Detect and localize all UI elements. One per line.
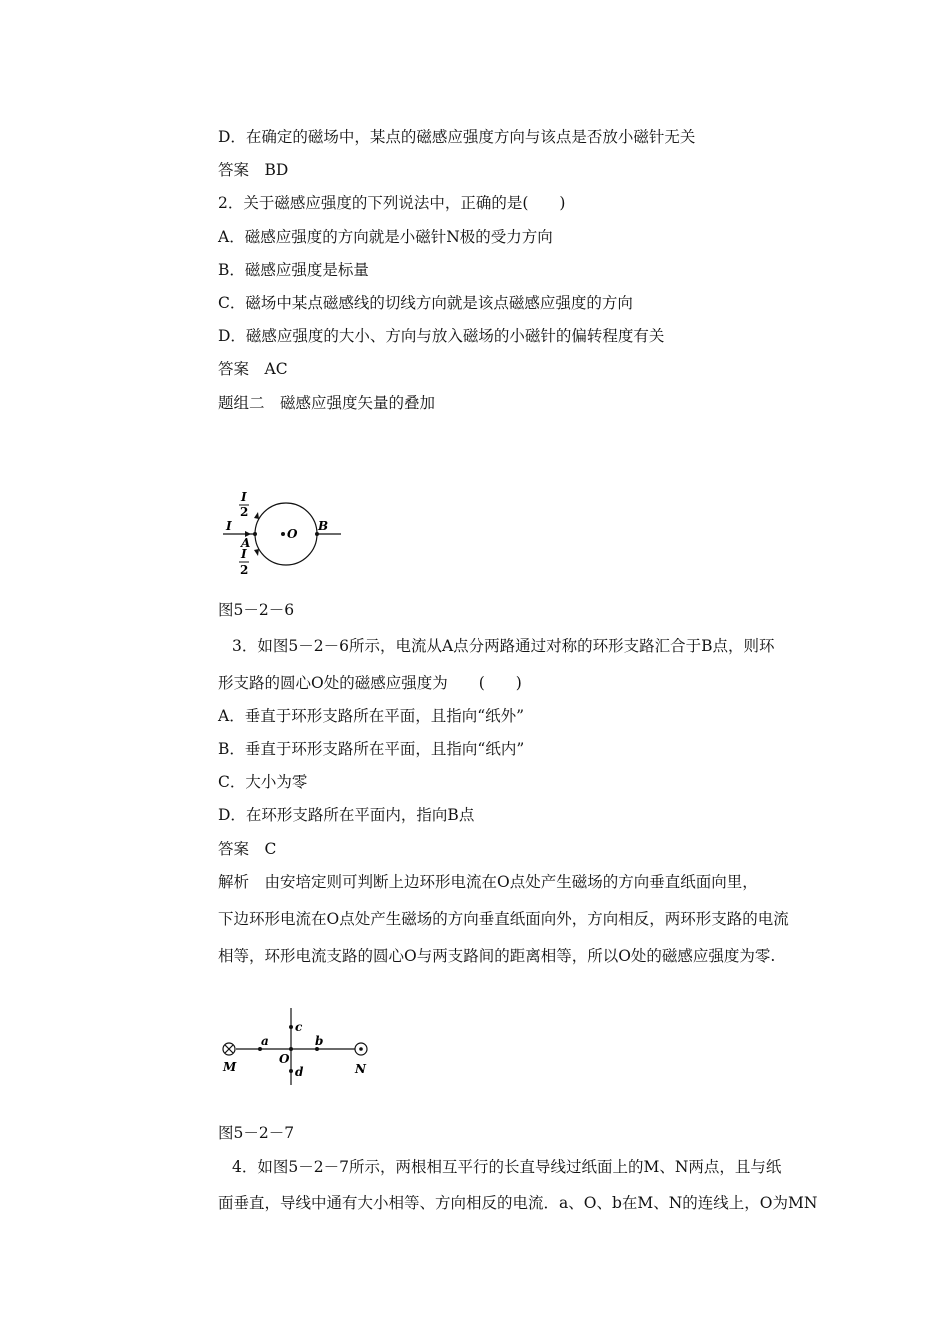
label-i-bot-num: I — [241, 547, 247, 561]
label-i: I — [226, 519, 232, 533]
q2-option-b: B．磁感应强度是标量 — [218, 261, 369, 279]
upper-branch-arrow — [254, 512, 259, 519]
label-o: O — [287, 527, 298, 541]
q3-option-d: D．在环形支路所在平面内，指向B点 — [218, 806, 475, 824]
q3-stem-line1-text: 3．如图5－2－6所示，电流从A点分两路通过对称的环形支路汇合于B点，则环 — [232, 637, 775, 655]
q3-answer: 答案 C — [218, 840, 277, 858]
point-d-dot — [289, 1069, 293, 1073]
label-b: B — [318, 519, 329, 533]
ring-circuit — [255, 503, 317, 565]
point-c-dot — [289, 1025, 293, 1029]
lower-branch-arrow — [254, 549, 259, 556]
figure-5-2-6 — [215, 488, 350, 580]
q2-option-d: D．磁感应强度的大小、方向与放入磁场的小磁针的偏转程度有关 — [218, 327, 665, 345]
q3-option-b: B．垂直于环形支路所在平面，且指向“纸内” — [218, 740, 525, 758]
label-a: a — [261, 1034, 269, 1048]
q3-option-a: A．垂直于环形支路所在平面，且指向“纸外” — [218, 707, 525, 725]
q3-analysis-line3: 相等，环形电流支路的圆心O与两支路间的距离相等，所以O处的磁感应强度为零. — [218, 947, 776, 965]
label-m: M — [223, 1060, 237, 1074]
label-i-bot-den: 2 — [240, 563, 249, 577]
label-n: N — [355, 1062, 366, 1076]
label-i-top-num: I — [241, 490, 247, 504]
point-a-dot — [253, 532, 257, 536]
point-o-dot — [289, 1047, 293, 1051]
q4-stem-line2: 面垂直，导线中通有大小相等、方向相反的电流．a、O、b在M、N的连线上，O为MN — [218, 1194, 818, 1212]
q4-stem-line1: 4．如图5－2－7所示，两根相互平行的长直导线过纸面上的M、N两点，且与纸 — [232, 1158, 782, 1176]
q3-analysis-line2: 下边环形电流在O点处产生磁场的方向垂直纸面向外，方向相反，两环形支路的电流 — [218, 910, 789, 928]
label-b: b — [315, 1034, 324, 1048]
label-o: O — [279, 1052, 290, 1066]
q2-stem: 2．关于磁感应强度的下列说法中，正确的是( ) — [218, 194, 566, 212]
label-c: c — [295, 1020, 303, 1034]
q3-stem-line2: 形支路的圆心O处的磁感应强度为 ( ) — [218, 674, 522, 692]
label-d: d — [295, 1065, 304, 1079]
q2-answer: 答案 AC — [218, 360, 288, 378]
fig7-caption: 图5－2－7 — [218, 1124, 295, 1142]
group2-title: 题组二 磁感应强度矢量的叠加 — [218, 394, 436, 412]
q3-option-c: C．大小为零 — [218, 773, 308, 791]
q2-option-c: C．磁场中某点磁感线的切线方向就是该点磁感应强度的方向 — [218, 294, 633, 312]
q3-stem-line1 — [232, 636, 775, 656]
fig6-caption: 图5－2－6 — [218, 601, 295, 619]
label-a: A — [241, 536, 251, 550]
figure-5-2-7-main — [216, 1005, 381, 1097]
q1-option-d: D．在确定的磁场中，某点的磁感应强度方向与该点是否放小磁针无关 — [218, 128, 696, 146]
q1-answer: 答案 BD — [218, 161, 289, 179]
center-o-dot — [281, 532, 285, 536]
label-i-top-den: 2 — [240, 505, 249, 519]
q3-analysis-line1: 解析 由安培定则可判断上边环形电流在O点处产生磁场的方向垂直纸面向里， — [218, 873, 758, 891]
q2-option-a: A．磁感应强度的方向就是小磁针N极的受力方向 — [218, 228, 553, 246]
